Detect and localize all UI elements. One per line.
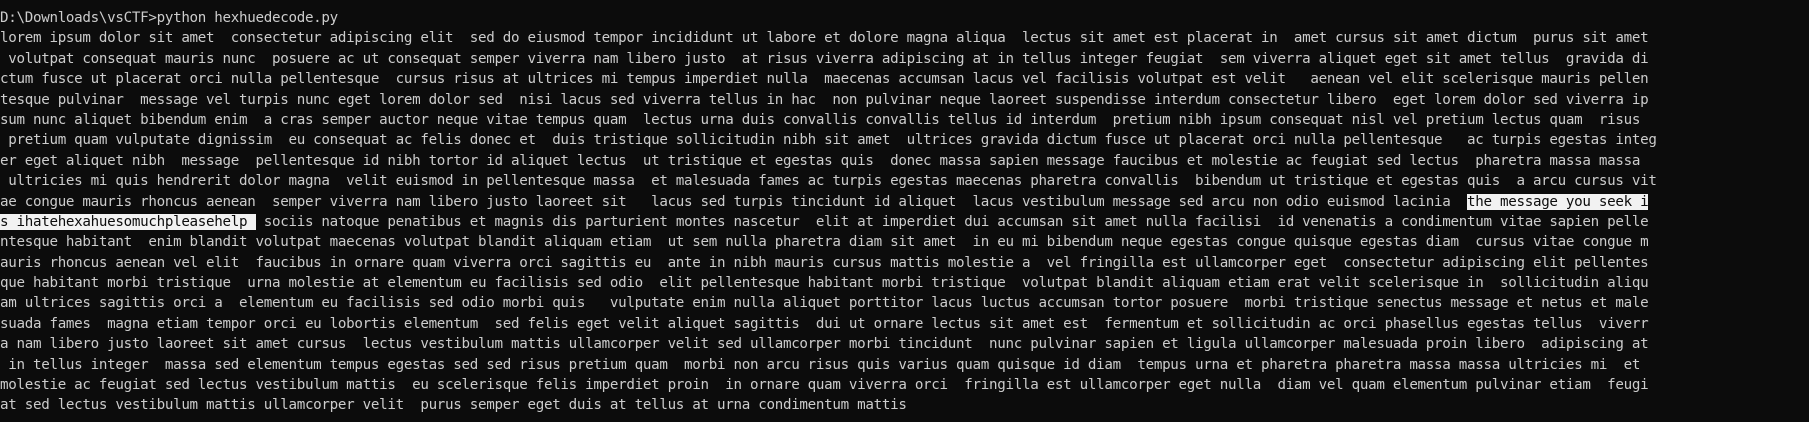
output-line: lorem ipsum dolor sit amet consectetur adipiscing elit sed do eiusmod tempor incididunt ut labore et dolore magna aliqua lectus sit amet est placerat in amet cursus sit amet dictum purus sit amet [0,30,1649,47]
output-line: in tellus integer massa sed elementum tempus egestas sed sed risus pretium quam morbi non arcu risus quis varius quam quisque id diam tempus urna et pharetra pharetra massa massa ultricies mi et [0,356,1641,373]
selected-text-highlight[interactable]: the message you seek i [1467,193,1649,210]
command-prompt-line: D:\Downloads\vsCTF>python hexhuedecode.py [0,10,338,26]
output-line: ultricies mi quis hendrerit dolor magna velit euismod in pellentesque massa et malesuada fames ac turpis egestas maecenas pharetra convallis bibendum ut tristique et egestas quis a arcu cursus vit [0,173,1657,190]
output-segment: ae congue mauris rhoncus aenean semper viverra nam libero justo laoreet sit lacus sed turpis tincidunt id aliquet lacus vestibulum message sed arcu non odio euismod lacinia [0,193,1468,210]
selected-text-highlight[interactable]: s ihatehexahuesomuchpleasehelp [0,213,256,230]
output-line: tesque pulvinar message vel turpis nunc eget lorem dolor sed nisi lacus sed viverra tellus in hac non pulvinar neque laoreet suspendisse interdum consectetur libero eget lorem dolor sed viverra ip [0,91,1649,108]
output-segment: sociis natoque penatibus et magnis dis parturient montes nascetur elit at imperdiet dui accumsan sit amet nulla facilisi id venenatis a condimentum vitae sapien pelle [255,213,1649,230]
output-line: que habitant morbi tristique urna molestie at elementum eu facilisis sed odio elit pellentesque habitant morbi tristique volutpat blandit aliquam etiam erat velit scelerisque in sollicitudin aliqu [0,275,1649,292]
output-line: molestie ac feugiat sed lectus vestibulum mattis eu scelerisque felis imperdiet proin in ornare quam viverra orci fringilla est ullamcorper eget nulla diam vel quam elementum pulvinar etiam feugi [0,377,1649,394]
output-line: am ultrices sagittis orci a elementum eu facilisis sed odio morbi quis vulputate enim nulla aliquet porttitor lacus luctus accumsan tortor posuere morbi tristique senectus message et netus et male [0,295,1649,312]
output-line: at sed lectus vestibulum mattis ullamcorper velit purus semper eget duis at tellus at urna condimentum mattis [0,397,907,414]
output-line-with-selection [0,212,1809,232]
output-line: sum nunc aliquet bibendum enim a cras semper auctor neque vitae tempus quam lectus urna duis convallis convallis tellus id interdum pretium nibh ipsum consequat nisl vel pretium lectus quam risus [0,111,1641,128]
output-line: auris rhoncus aenean vel elit faucibus in ornare quam viverra orci sagittis eu ante in nibh mauris cursus mattis molestie a vel fringilla est ullamcorper eget consectetur adipiscing elit pellentes [0,254,1649,271]
output-line: ctum fusce ut placerat orci nulla pellentesque cursus risus at ultrices mi tempus imperdiet nulla maecenas accumsan lacus vel facilisis volutpat est velit aenean vel elit scelerisque mauris pellen [0,71,1649,88]
output-line: a nam libero justo laoreet sit amet cursus lectus vestibulum mattis ullamcorper velit sed ullamcorper morbi tincidunt nunc pulvinar sapien et ligula ullamcorper malesuada proin libero adipiscing at [0,336,1649,353]
output-line-with-selection [0,192,1809,212]
output-line: er eget aliquet nibh message pellentesque id nibh tortor id aliquet lectus ut tristique et egestas quis donec massa sapien message faucibus et molestie ac feugiat sed lectus pharetra massa massa [0,152,1641,169]
output-line: volutpat consequat mauris nunc posuere ac ut consequat semper viverra nam libero justo at risus viverra adipiscing at in tellus integer feugiat sem viverra aliquet eget sit amet tellus gravida di [0,50,1649,67]
output-line: suada fames magna etiam tempor orci eu lobortis elementum sed felis eget velit aliquet sagittis dui ut ornare lectus sit amet est fermentum et sollicitudin ac orci phasellus egestas tellus viverr [0,315,1649,332]
output-line: pretium quam vulputate dignissim eu consequat ac felis donec et duis tristique sollicitudin nibh sit amet ultrices gravida dictum fusce ut placerat orci nulla pellentesque ac turpis egestas integ [0,132,1657,149]
output-line: ntesque habitant enim blandit volutpat maecenas volutpat blandit aliquam etiam ut sem nulla pharetra diam sit amet in eu mi bibendum neque egestas congue quisque egestas diam cursus vitae congue m [0,234,1649,251]
